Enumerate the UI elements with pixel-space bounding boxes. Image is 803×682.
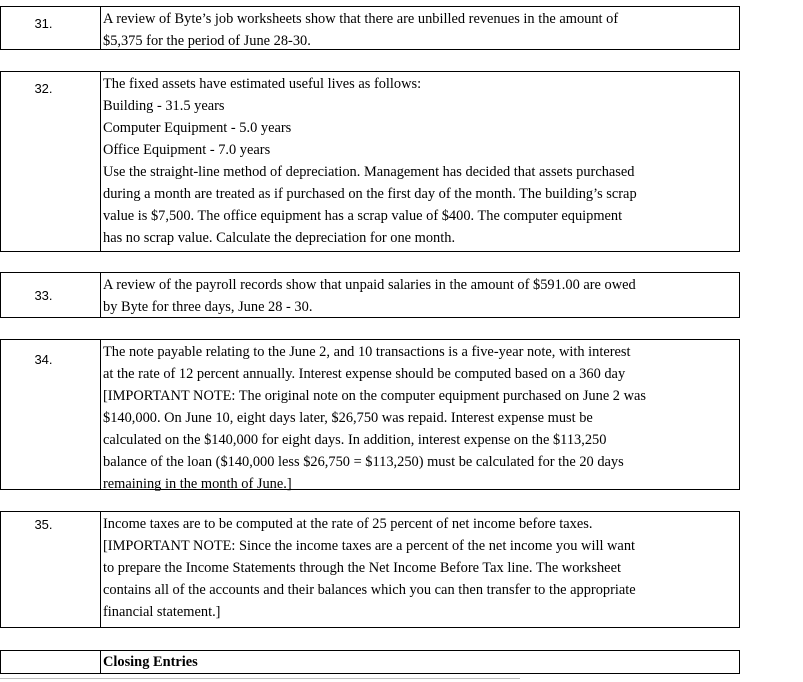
- text-line: balance of the loan ($140,000 less $26,750 = $113,250) must be calculated for the 20 days: [103, 454, 624, 470]
- text-line: financial statement.]: [103, 604, 221, 620]
- text-line: [IMPORTANT NOTE: The original note on the computer equipment purchased on June 2 was: [103, 388, 646, 404]
- closing-entries-label: Closing Entries: [100, 651, 739, 673]
- text-line: [IMPORTANT NOTE: Since the income taxes are a percent of the net income you will want: [103, 538, 636, 554]
- text-line: $5,375 for the period of June 28-30.: [103, 33, 311, 49]
- text-line: The fixed assets have estimated useful lives as follows:: [103, 76, 422, 92]
- item-34-row: [0, 339, 740, 490]
- text-line: calculated on the $140,000 for eight days. In addition, interest expense on the $113,250: [103, 432, 607, 448]
- text-line: has no scrap value. Calculate the depreciation for one month.: [103, 230, 456, 246]
- text-line: remaining in the month of June.]: [103, 476, 292, 492]
- item-text: [100, 7, 739, 49]
- text-line: Building - 31.5 years: [103, 98, 225, 114]
- text-line: A review of Byte’s job worksheets show that there are unbilled revenues in the amount of: [103, 11, 619, 27]
- item-number: 33.: [34, 288, 53, 303]
- text-line: Computer Equipment - 5.0 years: [103, 120, 292, 136]
- item-text: [100, 340, 739, 492]
- text-line: A review of the payroll records show that unpaid salaries in the amount of $591.00 are owed: [103, 277, 636, 293]
- item-number: 31.: [34, 16, 53, 31]
- item-text: [100, 512, 739, 627]
- item-text: [100, 72, 739, 251]
- item-number: 34.: [34, 352, 53, 367]
- item-35-row: [0, 511, 740, 628]
- item-32-row: [0, 71, 740, 252]
- text-line: Income taxes are to be computed at the rate of 25 percent of net income before taxes.: [103, 516, 593, 532]
- text-line: contains all of the accounts and their balances which you can then transfer to the appropriate: [103, 582, 636, 598]
- item-number: 35.: [34, 517, 53, 532]
- text-line: at the rate of 12 percent annually. Interest expense should be computed based on a 360 day: [103, 366, 626, 382]
- text-line: The note payable relating to the June 2, and 10 transactions is a five-year note, with interest: [103, 344, 631, 360]
- text-line: $140,000. On June 10, eight days later, $26,750 was repaid. Interest expense must be: [103, 410, 593, 426]
- text-line: value is $7,500. The office equipment has a scrap value of $400. The computer equipment: [103, 208, 623, 224]
- item-31-row: [0, 6, 740, 50]
- text-line: by Byte for three days, June 28 - 30.: [103, 299, 313, 315]
- item-number: 32.: [34, 81, 53, 96]
- text-line: Use the straight-line method of depreciation. Management has decided that assets purchased: [103, 164, 635, 180]
- text-line: during a month are treated as if purchased on the first day of the month. The building’s scrap: [103, 186, 637, 202]
- item-33-row: [0, 272, 740, 318]
- closing-entries-row: [0, 650, 740, 674]
- closing-number-cell: [1, 651, 100, 673]
- item-text: [100, 273, 739, 317]
- text-line: to prepare the Income Statements through the Net Income Before Tax line. The worksheet: [103, 560, 621, 576]
- text-line: Office Equipment - 7.0 years: [103, 142, 271, 158]
- bottom-divider: [0, 678, 520, 679]
